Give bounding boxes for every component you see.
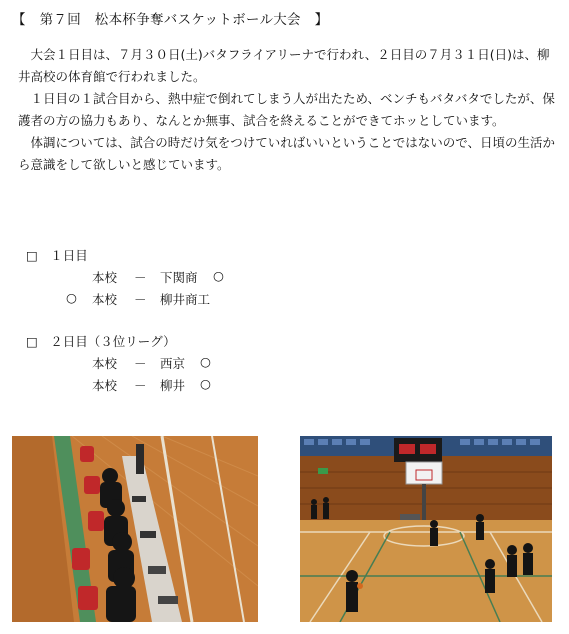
day2-match1-dash: － (134, 356, 147, 371)
report-body (18, 44, 558, 176)
day2-heading: □ ２日目（３位リーグ） (26, 334, 176, 349)
day1-match2-dash: － (134, 292, 147, 307)
report-paragraph-health: 体調については、試合の時だけ気をつけていればいいということではないので、日頃の生活から意識をして欲しいと感じています。 (18, 135, 556, 172)
day1-match1-win-mark: ○ (213, 268, 224, 283)
day1-match1-opponent: 下関商 (160, 270, 198, 285)
day2-match1-opponent: 西京 (160, 356, 186, 371)
day1-match1-team: 本校 (92, 270, 118, 285)
court-photo (300, 436, 552, 622)
day1-match2-win-mark: ○ (66, 290, 77, 305)
page-title: 【 第７回 松本杯争奪バスケットボール大会 】 (12, 12, 329, 28)
day1-match1-dash: － (134, 270, 147, 285)
bench-photo (12, 436, 258, 622)
report-paragraph-heatstroke: １日目の１試合目から、熱中症で倒れてしまう人が出たため、ベンチもバタバタでしたが、保護者の方の協力もあり、なんとか無事、試合を終えることができてホッとしています。 (18, 91, 555, 128)
day1-heading: □ １日目 (26, 248, 88, 263)
report-paragraph-venue: 大会１日目は、７月３０日(土)バタフライアリーナで行われ、２日目の７月３１日(日)は、柳井高校の体育館で行われました。 (18, 47, 550, 84)
day2-match2-dash: － (134, 378, 147, 393)
day2-match1-team: 本校 (92, 356, 118, 371)
day1-match2-team: 本校 (92, 292, 118, 307)
day2-match2-opponent: 柳井 (160, 378, 186, 393)
day2-match1-win-mark: ○ (200, 354, 211, 369)
day1-match2-opponent: 柳井商工 (160, 292, 211, 307)
day2-match2-win-mark: ○ (200, 376, 211, 391)
day2-match2-team: 本校 (92, 378, 118, 393)
